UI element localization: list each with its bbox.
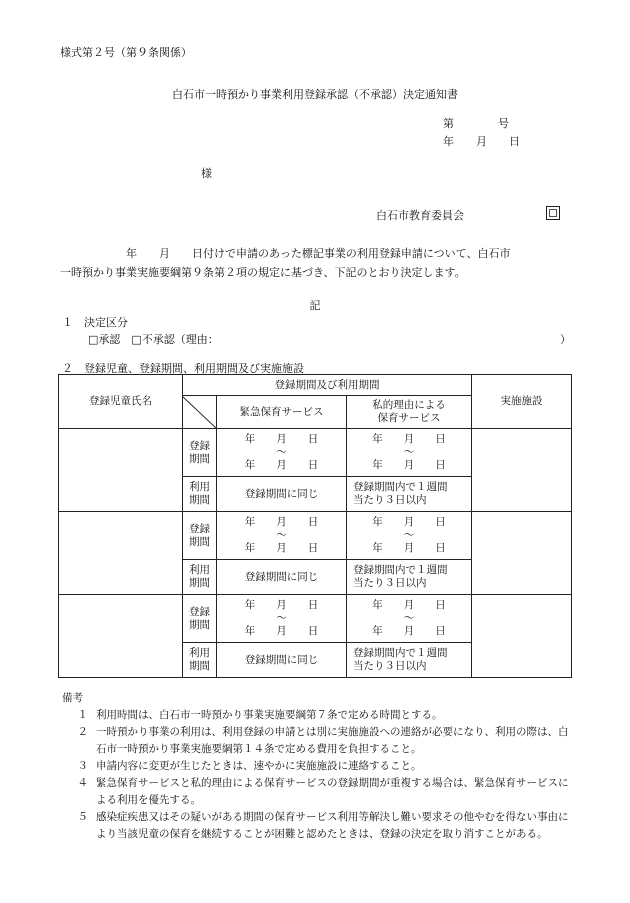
col-emergency: 緊急保育サービス xyxy=(217,396,347,429)
tilde: ～ xyxy=(403,446,415,458)
row-reg-label-1: 登録 xyxy=(189,522,210,535)
note-number: ４ xyxy=(77,777,88,789)
col-private xyxy=(347,396,472,429)
row-use-label-2: 期間 xyxy=(189,660,210,672)
private-use-period xyxy=(347,643,472,678)
row-use-label-1: 利用 xyxy=(189,647,210,659)
note-item xyxy=(62,758,572,775)
document-title: 白石市一時預かり事業利用登録承認（不承認）決定通知書 xyxy=(172,88,458,101)
private-use-line1: 登録期間内で１週間 xyxy=(353,564,448,576)
body-line-1: 年 月 日付けで申請のあった標記事業の利用登録申請について、白石市 xyxy=(126,247,511,260)
date-from: 年 月 日 xyxy=(372,599,446,611)
date-to: 年 月 日 xyxy=(372,542,446,554)
row-reg-label xyxy=(183,595,217,643)
col-child-name: 登録児童氏名 xyxy=(59,375,183,429)
row-reg-label xyxy=(183,512,217,560)
ki-heading: 記 xyxy=(309,299,321,312)
row-reg-label-1: 登録 xyxy=(189,605,210,618)
private-use-period xyxy=(347,477,472,512)
note-text: 申請内容に変更が生じたときは、速やかに実施施設に連絡すること。 xyxy=(96,760,422,772)
facility-cell xyxy=(472,512,572,595)
seal-icon xyxy=(546,206,560,220)
row-reg-label-2: 期間 xyxy=(189,535,210,548)
date-from: 年 月 日 xyxy=(372,433,446,445)
decision-options: □承認 □不承認（理由： xyxy=(88,333,219,346)
date-to: 年 月 日 xyxy=(244,459,319,471)
date-to: 年 月 日 xyxy=(244,542,319,554)
private-use-line2: 当たり３日以内 xyxy=(353,660,427,672)
child-name-cell xyxy=(59,429,183,512)
tilde: ～ xyxy=(276,529,287,541)
private-reg-period xyxy=(347,512,472,560)
private-use-line2: 当たり３日以内 xyxy=(353,577,427,589)
facility-cell xyxy=(472,429,572,512)
col-period-group: 登録期間及び利用期間 xyxy=(183,375,472,396)
row-use-label-1: 利用 xyxy=(189,564,210,576)
private-use-line1: 登録期間内で１週間 xyxy=(353,647,448,659)
emergency-use-period: 登録期間に同じ xyxy=(217,643,347,678)
registration-table xyxy=(58,374,572,678)
row-reg-label xyxy=(183,429,217,477)
issuer-name: 白石市教育委員会 xyxy=(376,209,464,222)
date-from: 年 月 日 xyxy=(244,433,319,445)
date-to: 年 月 日 xyxy=(372,625,446,637)
note-text: 緊急保育サービスと私的理由による保育サービスの登録期間が重複する場合は、緊急保育サービスによる利用を優先する。 xyxy=(96,777,569,806)
reason-close-paren: ） xyxy=(560,333,571,346)
tilde: ～ xyxy=(276,612,287,624)
note-text: 利用時間は、白石市一時預かり事業実施要綱第７条で定める時間とする。 xyxy=(96,709,443,721)
date-from: 年 月 日 xyxy=(244,599,319,611)
emergency-reg-period xyxy=(217,512,347,560)
row-use-label-2: 期間 xyxy=(189,577,210,589)
form-label: 様式第２号（第９条関係） xyxy=(60,46,192,59)
row-reg-label-1: 登録 xyxy=(189,439,210,452)
private-reg-period xyxy=(347,595,472,643)
section1-heading: １ 決定区分 xyxy=(62,316,128,329)
addressee-sama: 様 xyxy=(201,167,212,180)
col-private-line1: 私的理由による xyxy=(372,399,446,411)
emergency-reg-period xyxy=(217,595,347,643)
note-item xyxy=(62,724,572,758)
facility-cell xyxy=(472,595,572,678)
row-use-label-1: 利用 xyxy=(189,481,210,493)
note-item xyxy=(62,775,572,809)
note-number: ５ xyxy=(77,811,88,823)
emergency-use-period: 登録期間に同じ xyxy=(217,477,347,512)
row-use-label xyxy=(183,643,217,678)
row-reg-label-2: 期間 xyxy=(189,452,210,465)
note-number: ２ xyxy=(77,726,88,738)
notes-heading: 備考 xyxy=(62,692,83,704)
row-use-label xyxy=(183,477,217,512)
emergency-reg-period xyxy=(217,429,347,477)
date-from: 年 月 日 xyxy=(372,516,446,528)
body-line-2: 一時預かり事業実施要綱第９条第２項の規定に基づき、下記のとおり決定します。 xyxy=(60,266,466,279)
note-item xyxy=(62,809,572,843)
note-number: ３ xyxy=(77,760,88,772)
note-text: 一時預かり事業の利用は、利用登録の申請とは別に実施施設への連絡が必要になり、利用の際は、白石市一時預かり事業実施要綱第１４条で定める費用を負担すること。 xyxy=(96,726,569,755)
row-reg-label-2: 期間 xyxy=(189,618,210,631)
child-name-cell xyxy=(59,595,183,678)
date-to: 年 月 日 xyxy=(244,625,319,637)
diagonal-line xyxy=(182,396,216,428)
tilde: ～ xyxy=(403,612,415,624)
date-to: 年 月 日 xyxy=(372,459,446,471)
notes-section xyxy=(62,690,572,843)
tilde: ～ xyxy=(403,529,415,541)
emergency-use-period: 登録期間に同じ xyxy=(217,560,347,595)
col-private-line2: 保育サービス xyxy=(377,412,441,424)
child-name-cell xyxy=(59,512,183,595)
private-use-line2: 当たり３日以内 xyxy=(353,494,427,506)
col-facility: 実施施設 xyxy=(472,375,572,429)
row-use-label xyxy=(183,560,217,595)
note-number: １ xyxy=(77,709,88,721)
private-use-line1: 登録期間内で１週間 xyxy=(353,481,448,493)
tilde: ～ xyxy=(276,446,287,458)
document-number: 第 号 xyxy=(443,117,509,130)
row-use-label-2: 期間 xyxy=(189,494,210,506)
note-item xyxy=(62,707,572,724)
note-text: 感染症疾患又はその疑いがある期間の保育サービス利用等解決し難い要求その他やむを得ない事由により当該児童の保育を継続することが困難と認めたときは、登録の決定を取り消すことがある。 xyxy=(96,811,569,840)
document-date: 年 月 日 xyxy=(443,135,520,148)
date-from: 年 月 日 xyxy=(244,516,319,528)
private-reg-period xyxy=(347,429,472,477)
section2-heading: ２ 登録児童、登録期間、利用期間及び実施施設 xyxy=(62,362,304,375)
private-use-period xyxy=(347,560,472,595)
